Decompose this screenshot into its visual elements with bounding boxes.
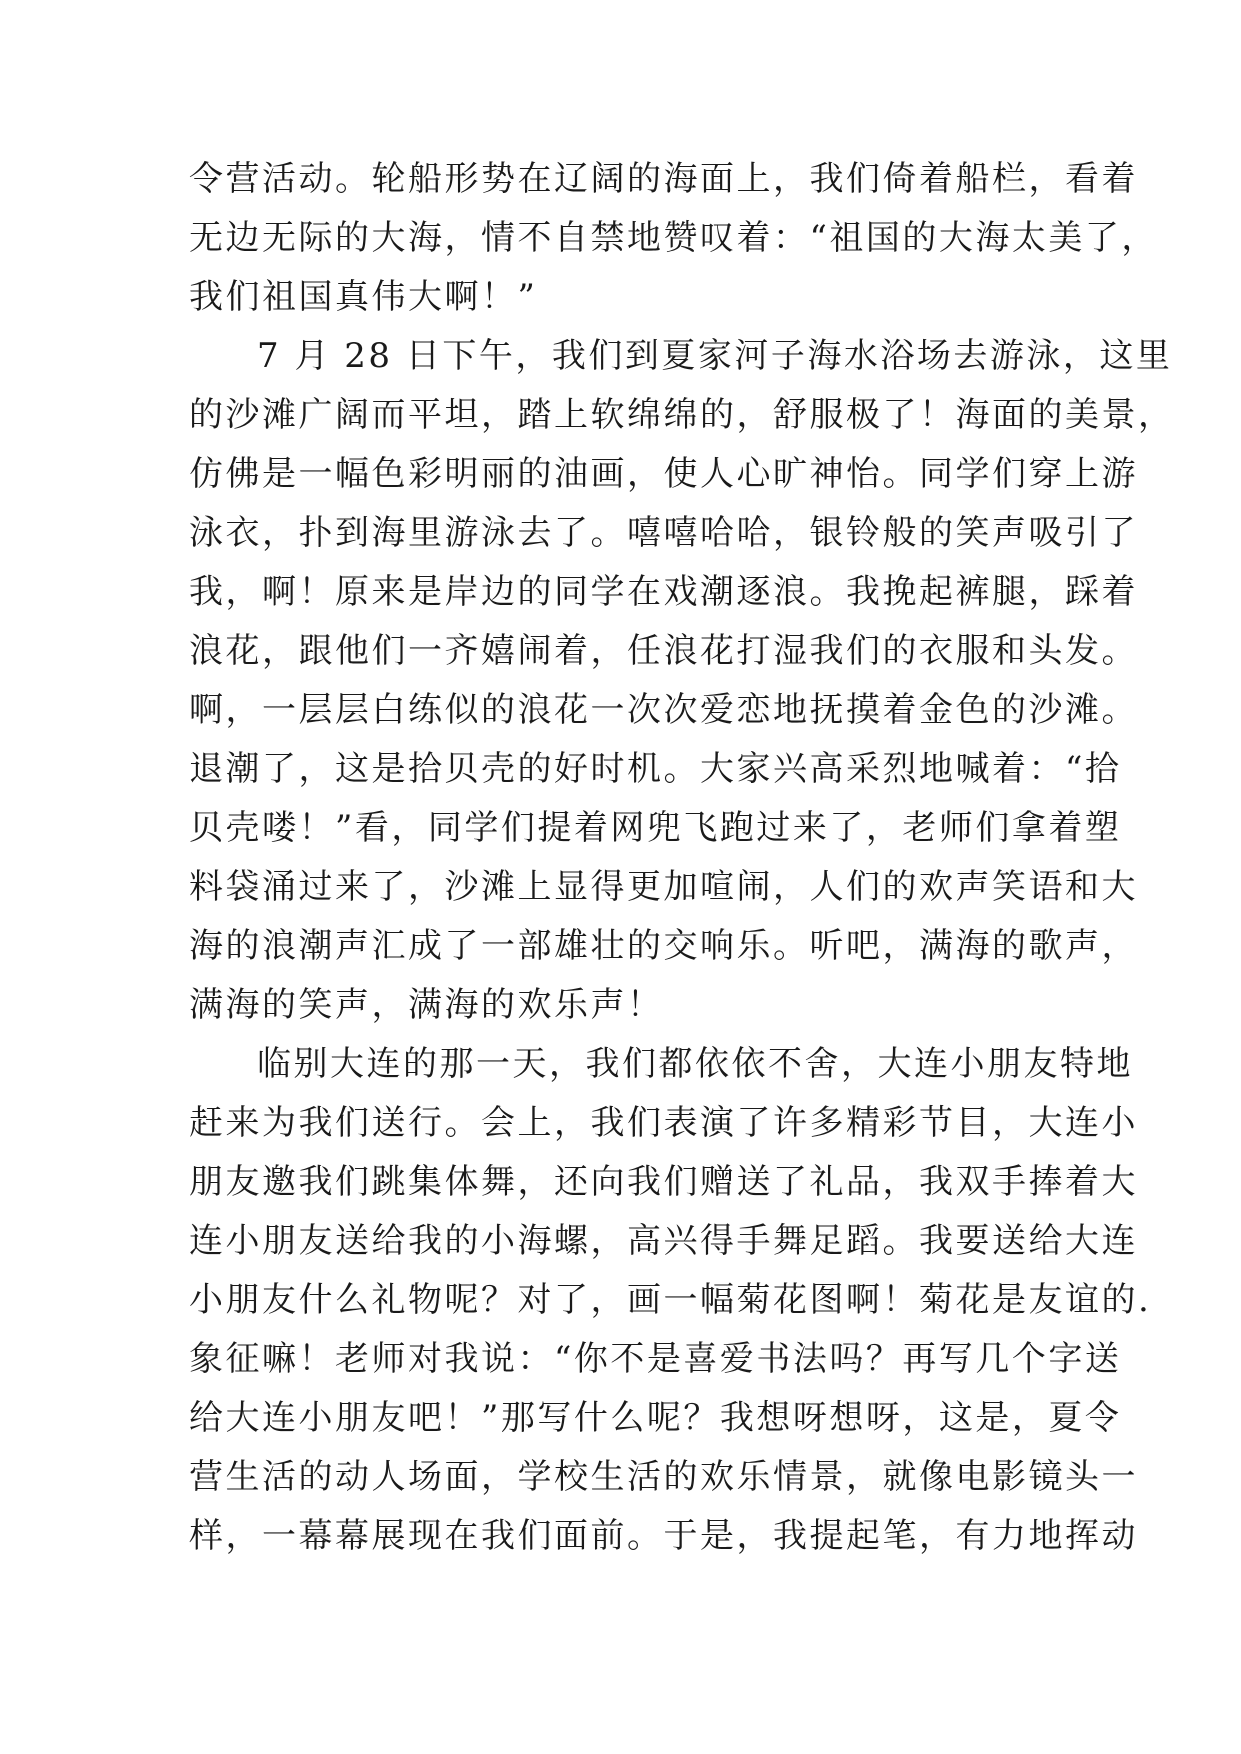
text-line: 我，啊！原来是岸边的同学在戏潮逐浪。我挽起裤腿，踩着 (189, 572, 1138, 612)
paragraph-start-line: 临别大连的那一天，我们都依依不舍，大连小朋友特地 (257, 1044, 1133, 1084)
text-line: 泳衣，扑到海里游泳去了。嘻嘻哈哈，银铃般的笑声吸引了 (189, 513, 1138, 553)
text-line: 营生活的动人场面，学校生活的欢乐情景，就像电影镜头一 (189, 1457, 1138, 1497)
text-line: 象征嘛！老师对我说：“你不是喜爱书法吗？再写几个字送 (189, 1339, 1122, 1379)
text-line: 样，一幕幕展现在我们面前。于是，我提起笔，有力地挥动 (189, 1516, 1138, 1556)
text-line: 满海的笑声，满海的欢乐声！ (189, 985, 664, 1025)
text-line: 朋友邀我们跳集体舞，还向我们赠送了礼品，我双手捧着大 (189, 1162, 1138, 1202)
text-line: 的沙滩广阔而平坦，踏上软绵绵的，舒服极了！海面的美景， (189, 395, 1175, 435)
text-line: 赶来为我们送行。会上，我们表演了许多精彩节目，大连小 (189, 1103, 1138, 1143)
text-line: 我们祖国真伟大啊！” (189, 277, 538, 317)
text-line: 料袋涌过来了，沙滩上显得更加喧闹，人们的欢声笑语和大 (189, 867, 1138, 907)
text-line: 小朋友什么礼物呢？对了，画一幅菊花图啊！菊花是友谊的. (189, 1280, 1152, 1320)
text-line: 令营活动。轮船形势在辽阔的海面上，我们倚着船栏，看着 (189, 159, 1138, 199)
text-line: 啊，一层层白练似的浪花一次次爱恋地抚摸着金色的沙滩。 (189, 690, 1138, 730)
text-line: 退潮了，这是拾贝壳的好时机。大家兴高采烈地喊着：“拾 (189, 749, 1122, 789)
body-text (189, 150, 1175, 1566)
text-line: 连小朋友送给我的小海螺，高兴得手舞足蹈。我要送给大连 (189, 1221, 1138, 1261)
text-line: 无边无际的大海，情不自禁地赞叹着：“祖国的大海太美了， (189, 218, 1158, 258)
paragraph-start-line: 7 月 28 日下午，我们到夏家河子海水浴场去游泳，这里 (257, 336, 1173, 376)
text-line: 给大连小朋友吧！”那写什么呢？我想呀想呀，这是，夏令 (189, 1398, 1122, 1438)
text-line: 浪花，跟他们一齐嬉闹着，任浪花打湿我们的衣服和头发。 (189, 631, 1138, 671)
text-line: 海的浪潮声汇成了一部雄壮的交响乐。听吧，满海的歌声， (189, 926, 1138, 966)
text-line: 贝壳喽！”看，同学们提着网兜飞跑过来了，老师们拿着塑 (189, 808, 1122, 848)
text-line: 仿佛是一幅色彩明丽的油画，使人心旷神怡。同学们穿上游 (189, 454, 1138, 494)
